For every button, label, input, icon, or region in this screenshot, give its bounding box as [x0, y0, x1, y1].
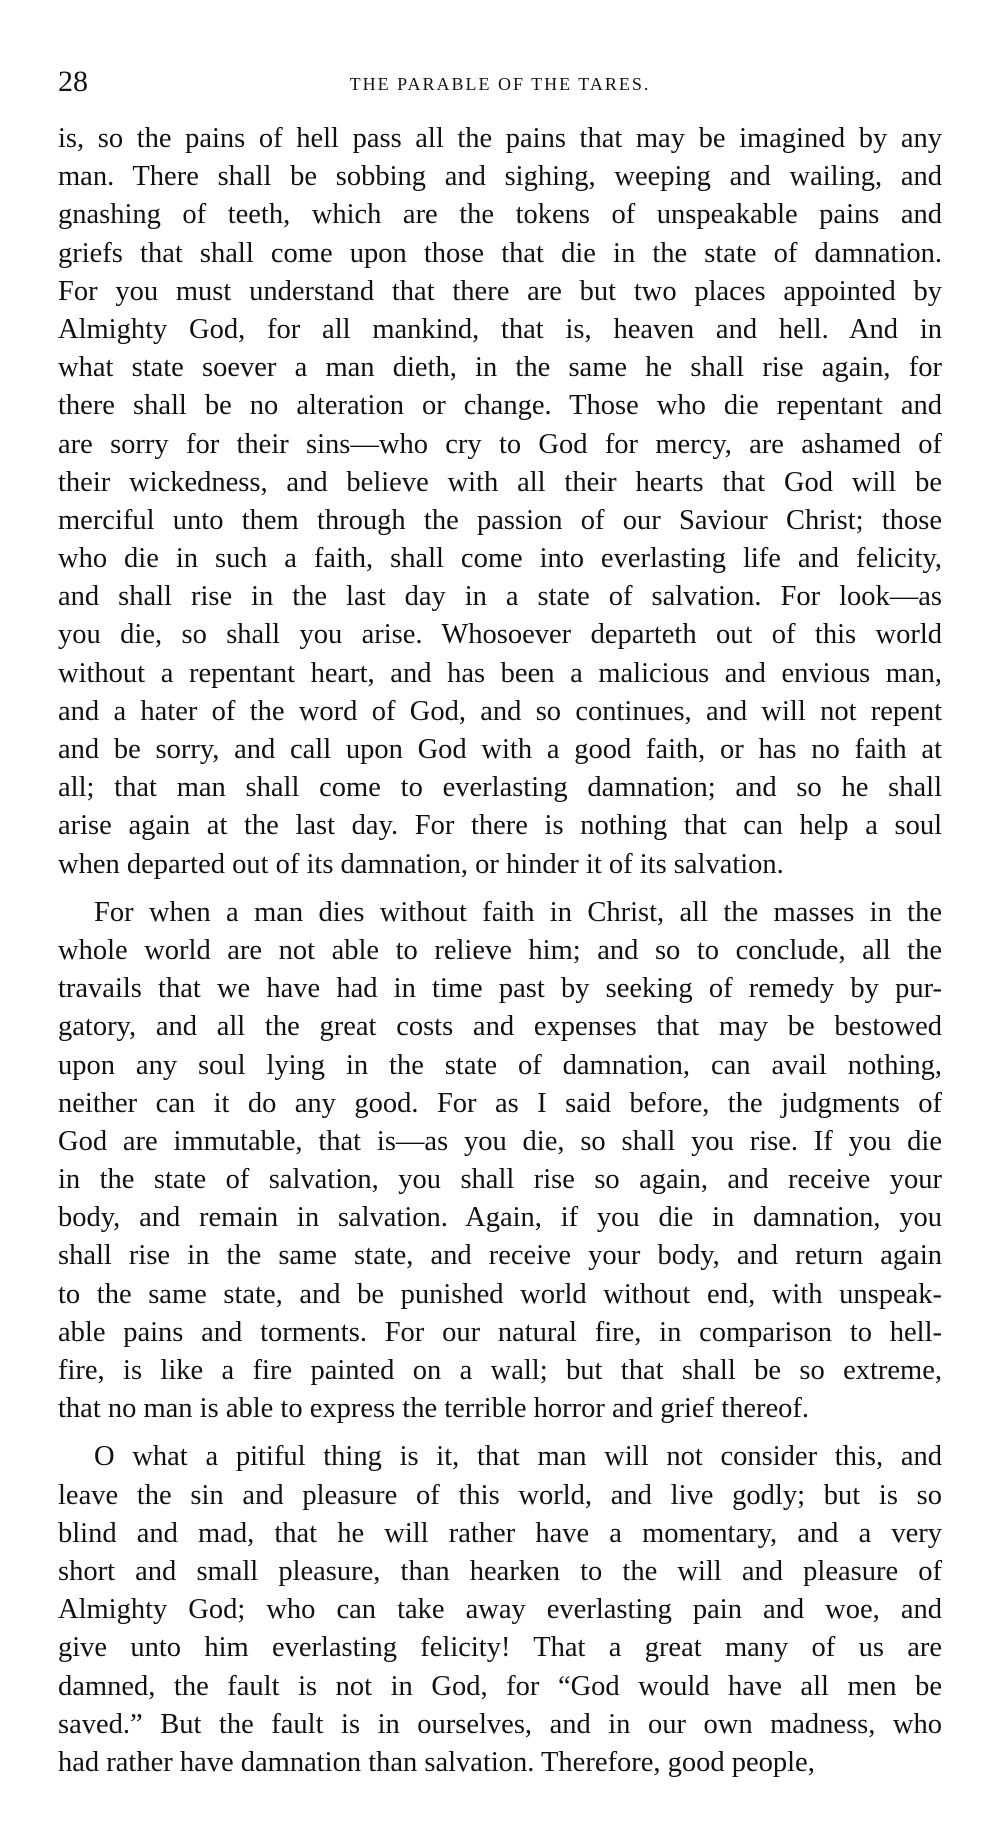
text-line: travails that we have had in time past by seeking of remedy by pur-: [58, 973, 942, 1005]
text-line: griefs that shall come upon those that die in the state of damnation.: [58, 237, 942, 269]
text-line: saved.” But the fault is in ourselves, and in our own madness, who: [58, 1708, 942, 1740]
text-line: O what a pitiful thing is it, that man will not consider this, and: [94, 1441, 942, 1473]
text-line: there shall be no alteration or change. Those who die repentant and: [58, 390, 942, 422]
text-line: able pains and torments. For our natural fire, in comparison to hell-: [58, 1316, 942, 1348]
paragraph: [58, 1438, 942, 1782]
text-line: is, so the pains of hell pass all the pains that may be imagined by any: [58, 123, 942, 154]
text-line: all; that man shall come to everlasting damnation; and so he shall: [58, 772, 942, 804]
text-line: leave the sin and pleasure of this world, and live godly; but is so: [58, 1479, 942, 1511]
text-line: damned, the fault is not in God, for “God would have all men be: [58, 1670, 942, 1702]
page-header: [58, 62, 942, 102]
text-line: Almighty God, for all mankind, that is, heaven and hell. And in: [58, 313, 942, 345]
running-title: THE PARABLE OF THE TARES.: [349, 74, 651, 94]
text-line: in the state of salvation, you shall rise so again, and receive your: [58, 1164, 942, 1196]
text-line: their wickedness, and believe with all their hearts that God will be: [58, 466, 942, 498]
text-line: to the same state, and be punished world without end, with unspeak-: [58, 1278, 942, 1310]
text-line: what state soever a man dieth, in the same he shall rise again, for: [58, 352, 942, 384]
text-line: Almighty God; who can take away everlasting pain and woe, and: [58, 1594, 942, 1626]
text-line: and shall rise in the last day in a state of salvation. For look—as: [58, 581, 942, 613]
text-line: neither can it do any good. For as I said before, the judgments of: [58, 1087, 942, 1119]
text-line: God are immutable, that is—as you die, so shall you rise. If you die: [58, 1125, 942, 1157]
text-line: that no man is able to express the terrible horror and grief thereof.: [58, 1393, 810, 1425]
text-line: gatory, and all the great costs and expenses that may be bestowed: [58, 1011, 942, 1043]
text-line: are sorry for their sins—who cry to God for mercy, are ashamed of: [58, 428, 942, 460]
text-line: gnashing of teeth, which are the tokens of unspeakable pains and: [58, 199, 942, 231]
text-line: merciful unto them through the passion of our Saviour Christ; those: [58, 504, 942, 536]
body-text: [58, 120, 942, 1782]
text-line: had rather have damnation than salvation. Therefore, good people,: [58, 1746, 815, 1778]
text-line: without a repentant heart, and has been a malicious and envious man,: [58, 657, 942, 689]
text-line: who die in such a faith, shall come into everlasting life and felicity,: [58, 543, 942, 575]
text-line: whole world are not able to relieve him; and so to conclude, all the: [58, 934, 942, 966]
text-line: and a hater of the word of God, and so continues, and will not repent: [58, 695, 942, 727]
text-line: give unto him everlasting felicity! That a great many of us are: [58, 1632, 942, 1664]
paragraph: [58, 894, 942, 1429]
text-line: shall rise in the same state, and receive your body, and return again: [58, 1240, 942, 1272]
paragraph: [58, 120, 942, 884]
text-line: body, and remain in salvation. Again, if you die in damnation, you: [58, 1202, 942, 1234]
text-line: upon any soul lying in the state of damnation, can avail nothing,: [58, 1049, 942, 1081]
text-line: when departed out of its damnation, or hinder it of its salvation.: [58, 848, 784, 880]
text-line: For when a man dies without faith in Christ, all the masses in the: [94, 896, 942, 928]
page-number: 28: [58, 65, 88, 98]
text-line: arise again at the last day. For there is nothing that can help a soul: [58, 810, 942, 842]
text-line: fire, is like a fire painted on a wall; but that shall be so extreme,: [58, 1355, 942, 1386]
text-line: man. There shall be sobbing and sighing, weeping and wailing, and: [58, 161, 942, 193]
text-line: blind and mad, that he will rather have a momentary, and a very: [58, 1517, 942, 1549]
text-line: and be sorry, and call upon God with a good faith, or has no faith at: [58, 734, 942, 765]
text-line: For you must understand that there are but two places appointed by: [58, 275, 942, 307]
text-line: short and small pleasure, than hearken to the will and pleasure of: [58, 1555, 942, 1587]
text-line: you die, so shall you arise. Whosoever departeth out of this world: [58, 619, 942, 651]
